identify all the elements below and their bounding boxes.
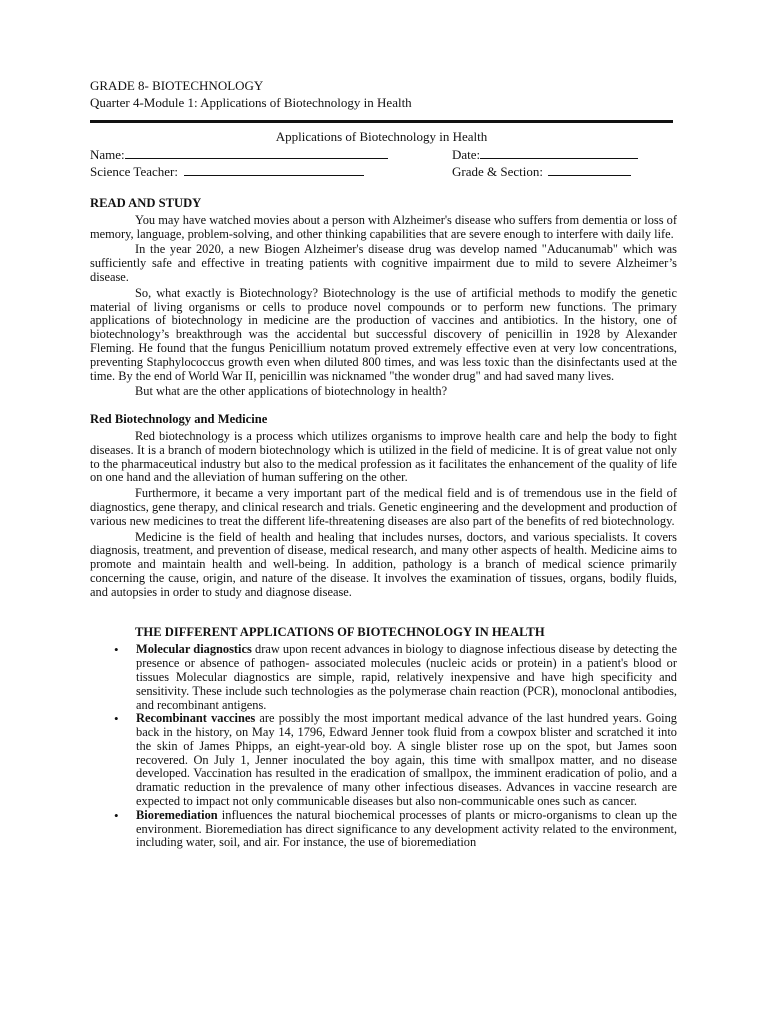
list-item [136,643,677,712]
date-field [452,147,638,163]
red-biotech-heading: Red Biotechnology and Medicine [90,412,268,427]
name-label: Name: [90,147,125,162]
grade-label: Grade & Section: [452,164,543,179]
application-term: Recombinant vaccines [136,711,256,726]
grade-field [452,164,631,180]
applications-heading: THE DIFFERENT APPLICATIONS OF BIOTECHNOLOGY IN HEALTH [135,624,545,639]
list-item [136,809,677,850]
teacher-field [90,164,364,180]
name-field [90,147,388,163]
document-body [90,197,677,850]
red-biotech-paragraph: Furthermore, it became a very important part of the medical field and is of tremendous use in the field of diagnostics, gene therapy, and clinical research and trials. Genetic engineering and the development and production of various new medicines to treat the different life-threatening diseases are also part of the benefits of red biotechnology. [90,486,677,528]
read-paragraph: But what are the other applications of biotechnology in health? [135,384,448,399]
read-and-study-heading: READ AND STUDY [90,196,202,210]
read-paragraph: In the year 2020, a new Biogen Alzheimer's disease drug was develop named "Aducanumab" which was sufficiently safe and effective in treating patients with cognitive impairment due to mild to severe Alzheimer’s disease. [90,242,677,284]
application-text: influences the natural biochemical processes of plants or micro-organisms to clean up the environment. Bioremediation has direct significance to any development activity related to the environment, including water, soil, and air. For instance, the use of bioremediation [136,807,677,850]
grade-blank [548,164,631,176]
read-paragraph: So, what exactly is Biotechnology? Biotechnology is the use of artificial methods to modify the genetic material of living organisms or cells to produce novel compounds or to perform new functions. The primary applications of biotechnology in medicine are the production of vaccines and antibiotics. In the history, one of biotechnology’s breakthrough was the accidental but successful discovery of penicillin in 1928 by Alexander Fleming. He found that the fungus Penicillium notatum proved extremely effective even at very low concentrations, preventing Staphylococcus growth even when diluted 800 times, and was less toxic than the disinfectants used at the time. By the end of World War II, penicillin was nicknamed "the wonder drug" and had saved many lives. [90,285,677,383]
header-rule [90,120,673,123]
date-blank [480,147,638,159]
red-biotech-paragraph: Red biotechnology is a process which utilizes organisms to improve health care and help the body to fight diseases. It is a branch of modern biotechnology which is utilized in the field of medicine. It is of great value not only to the pharmaceutical industry but also to the medical profession as it facilitates the enhancement of the quality of life on one hand and the alleviation of human suffering on the other. [90,428,677,485]
teacher-label: Science Teacher: [90,164,178,179]
application-text: draw upon recent advances in biology to diagnose infectious disease by detecting the presence or absence of pathogen- associated molecules (nucleic acids or protein) in a patient's blood or tissues Molecular diagnostics are simple, rapid, relatively inexpensive and have high specificity and sensitivity. These include such technologies as the polymerase chain reaction (PCR), monoclonal antibodies, and recombinant antigens. [136,642,677,712]
applications-list [90,643,677,850]
date-label: Date: [452,147,481,162]
grade-header: GRADE 8- BIOTECHNOLOGY [90,78,264,93]
module-header: Quarter 4-Module 1: Applications of Biotechnology in Health [90,95,412,110]
application-term: Bioremediation [136,807,218,822]
red-biotech-paragraph: Medicine is the field of health and healing that includes nurses, doctors, and various specialists. It covers diagnosis, treatment, and prevention of disease, medical research, and many other aspects of health. Medicine aims to promote and maintain health and well-being. In addition, pathology is a branch of medical science primarily concerning the cause, origin, and nature of the disease. It involves the examination of tissues, organs, bodily fluids, and autopsies in order to study and diagnose disease. [90,529,677,599]
application-text: are possibly the most important medical advance of the last hundred years. Going back in the history, on May 14, 1796, Edward Jenner took fluid from a cowpox blister and scratched it into the skin of James Phipps, an eight-year-old boy. A single blister rose up on the spot, but James soon recovered. On July 1, Jenner inoculated the boy again, this time with smallpox matter, and no disease developed. Vaccination has resulted in the eradication of smallpox, the imminent eradication of polio, and a dramatic reduction in the prevalence of many other infectious diseases. Advances in vaccine research are expected to impact not only communicable diseases but also non-communicable ones such as cancer. [136,711,677,809]
list-item [136,712,677,809]
read-paragraph: You may have watched movies about a person with Alzheimer's disease who suffers from dementia or loss of memory, language, problem-solving, and other thinking capabilities that are severe enough to interfere with daily life. [90,212,677,241]
document-title: Applications of Biotechnology in Health [275,129,488,144]
teacher-blank [184,164,364,176]
name-blank [125,147,388,159]
application-term: Molecular diagnostics [136,642,252,657]
